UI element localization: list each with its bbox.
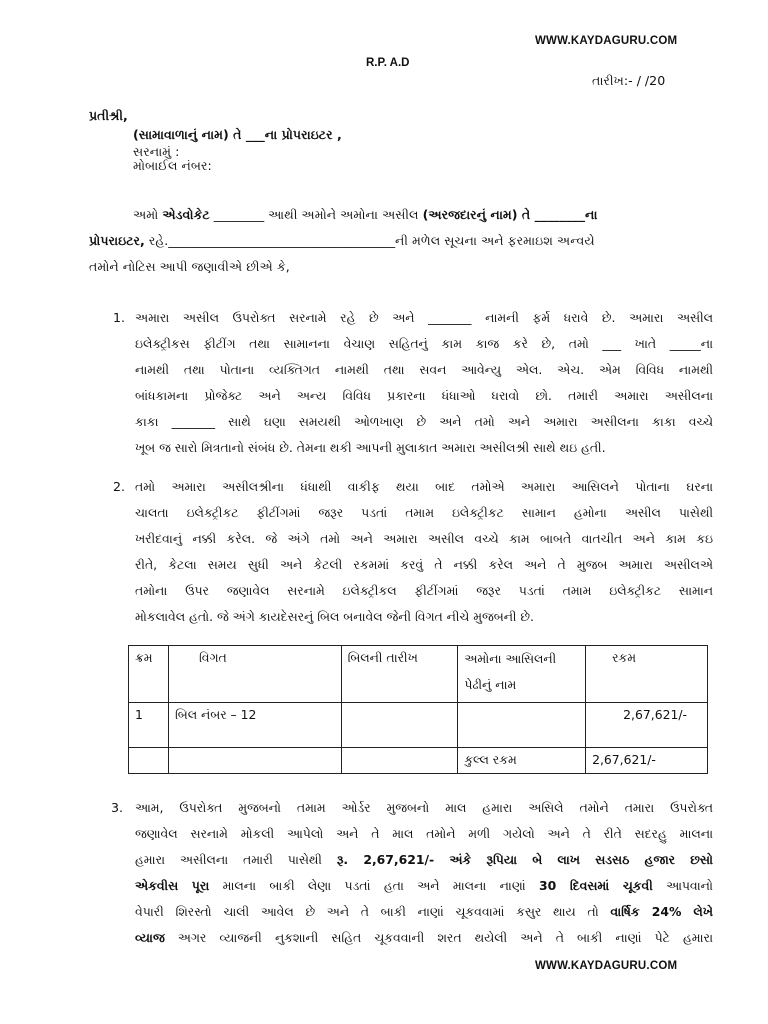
para-line bbox=[135, 899, 713, 925]
para-1-number: 1. bbox=[113, 310, 126, 325]
para-text: હમારા અસીલના તમારી પાસેથી bbox=[135, 852, 337, 867]
table-cell: 1 bbox=[129, 703, 169, 748]
table-cell bbox=[341, 703, 458, 748]
para-text: આપવાનો bbox=[652, 878, 713, 893]
para-line: ઇલેક્ટ્રીકસ ફીટીંગ તથા સામાનના વેચાણ સહિતનું કામ કાજ કરે છે, તમો ___ ખાતે _____ના bbox=[135, 336, 713, 351]
intro-proprietor: પ્રોપરાઇટર, bbox=[89, 233, 145, 248]
para-line: ચાલતા ઇલેક્ટ્રીકટ ફીટીંગમાં જરૂર પડતાં તમામ ઇલેક્ટ્રીકટ સામાન હમોના અસીલ પાસેથી bbox=[135, 505, 713, 520]
para-text: અગર વ્યાજની નુકશાની સહિત ચૂકવવાની શરત થયેલી અને તે બાકી નાણાં પેટે હમારા bbox=[164, 930, 713, 945]
table-header-cell: વિગત bbox=[168, 646, 341, 703]
table-cell: બિલ નંબર – 12 bbox=[168, 703, 341, 748]
para-line: અમારા અસીલ ઉપરોક્ત સરનામે રહે છે અને _______ નામની ફર્મ ધરાવે છે. અમારા અસીલ bbox=[135, 310, 713, 325]
table-cell bbox=[458, 703, 586, 748]
table-cell bbox=[341, 748, 458, 774]
para-3 bbox=[135, 795, 713, 951]
para-line: ખૂબ જ સારો મિત્રતાનો સંબંધ છે. તેમના થકી આપની મુલાકાત અમારા અસીલશ્રી સાથે થઇ હતી. bbox=[135, 440, 606, 455]
para-line: બાંધકામના પ્રોજેક્ટ અને અન્ય વિવિધ પ્રકારના ધંધાઓ ધરાવો છો. તમારી અમારા અસીલના bbox=[135, 388, 713, 403]
para-line: તમો અમારા અસીલશ્રીના ધંધાથી વાકીફ થયા બાદ તમોએ અમારા આસિલને પોતાના ઘરના bbox=[135, 479, 713, 494]
para-text: વેપારી શિરસ્તો ચાલી આવેલ છે અને તે બાકી નાણાં ચૂકવવામાં કસુર થાય તો bbox=[135, 904, 611, 919]
para-line bbox=[135, 873, 713, 899]
intro-line-3: તમોને નોટિસ આપી જણાવીએ છીએ કે, bbox=[89, 259, 290, 274]
table-header-cell: અમોના આસિલની પેઢીનું નામ bbox=[458, 646, 586, 703]
intro-text: રહે.____________________________________ની મળેલ સૂચના અને ફરમાઇશ અન્વયે bbox=[144, 233, 595, 248]
intro-line-2 bbox=[89, 228, 595, 254]
para-line: મોકલાવેલ હતો. જે અંગે કાયદેસરનું બિલ બનાવેલ જેની વિગત નીચે મુજબની છે. bbox=[135, 609, 534, 624]
bill-table bbox=[128, 645, 708, 774]
date-label: તારીખ:- / /20 bbox=[592, 73, 666, 88]
table-total-row bbox=[129, 748, 708, 774]
mobile-label: મોબાઈલ નંબર: bbox=[133, 158, 212, 173]
para-line: કાકા _______ સાથે ઘણા સમયથી ઓળખાણ છે અને તમો અને અમારા અસીલના કાકા વચ્ચે bbox=[135, 414, 713, 429]
site-footer-url[interactable]: WWW.KAYDAGURU.COM bbox=[535, 960, 678, 972]
para-3-number: 3. bbox=[111, 800, 124, 815]
site-header-url[interactable]: WWW.KAYDAGURU.COM bbox=[535, 35, 678, 47]
table-cell bbox=[168, 748, 341, 774]
para-2 bbox=[135, 474, 713, 630]
table-header-cell: રકમ bbox=[586, 646, 708, 703]
table-header-row bbox=[129, 646, 708, 703]
intro-text: ________ આથી અમોને અમોના અસીલ bbox=[209, 207, 423, 222]
para-2-number: 2. bbox=[113, 479, 126, 494]
table-row bbox=[129, 703, 708, 748]
para-1 bbox=[135, 305, 713, 461]
para-line: તમોના ઉપર જણાવેલ સરનામે ઇલેક્ટ્રીકલ ફીટીંગમાં જરૂર પડતાં તમામ ઇલેક્ટ્રીકટ સામાન bbox=[135, 583, 713, 598]
intro-text: અમો bbox=[133, 207, 163, 222]
para-line: જણાવેલ સરનામે મોકલી આપેલો અને તે માલ તમોને મળી ગયેલો અને તે રીતે સદરહુ માલના bbox=[135, 826, 713, 841]
days-text: 30 દિવસમાં ચૂકવી bbox=[538, 878, 653, 893]
address-label: સરનામું : bbox=[133, 144, 180, 159]
table-cell bbox=[129, 748, 169, 774]
para-line: રીતે, કેટલા સમય સુધી અને કેટલી રકમમાં કરવું તે નક્કી કરેલ અને તે મુજબ અમારા અસીલએ bbox=[135, 557, 713, 572]
total-value: 2,67,621/- bbox=[586, 748, 708, 774]
addressee-name-line: (સામાવાળાનું નામ) તે ___ના પ્રોપરાઇટર , bbox=[133, 127, 342, 142]
amount-text: એકવીસ પૂરા bbox=[135, 878, 210, 893]
interest-text: વ્યાજ bbox=[135, 930, 165, 945]
para-line bbox=[135, 847, 713, 873]
amount-text: રૂ. 2,67,621/- અંકે રૂપિયા બે લાખ સડસઠ હજાર છસો bbox=[336, 852, 713, 867]
table-header-cell: બિલની તારીખ bbox=[341, 646, 458, 703]
para-line: નામથી તથા પોતાના વ્યક્તિગત નામથી તથા સવન આવેન્યુ એલ. એચ. એમ વિવિધ નામથી bbox=[135, 362, 713, 377]
table-header-cell: ક્રમ bbox=[129, 646, 169, 703]
interest-text: વાર્ષિક 24% લેખે bbox=[610, 904, 713, 919]
salutation: પ્રતીશ્રી, bbox=[89, 108, 128, 123]
para-line bbox=[135, 925, 713, 951]
total-label: કુલ્લ રકમ bbox=[458, 748, 586, 774]
intro-applicant: (અરજદારનું નામ) તે ________ના bbox=[422, 207, 598, 222]
para-line: ખરીદવાનું નક્કી કરેલ. જે અંગે તમો અને અમારા અસીલ વચ્ચે કામ બાબતે વાતચીત અને કામ કઇ bbox=[135, 531, 713, 546]
table-cell: 2,67,621/- bbox=[586, 703, 708, 748]
intro-line-1 bbox=[133, 202, 713, 228]
rpad-label: R.P. A.D bbox=[366, 57, 410, 69]
para-text: માલના બાકી લેણા પડતાં હતા અને માલના નાણાં bbox=[209, 878, 539, 893]
para-line: આમ, ઉપરોક્ત મુજબનો તમામ ઓર્ડર મુજબનો માલ હમારા અસિલે તમોને તમારા ઉપરોક્ત bbox=[135, 800, 713, 815]
intro-advocate: એડવોકેટ bbox=[162, 207, 210, 222]
